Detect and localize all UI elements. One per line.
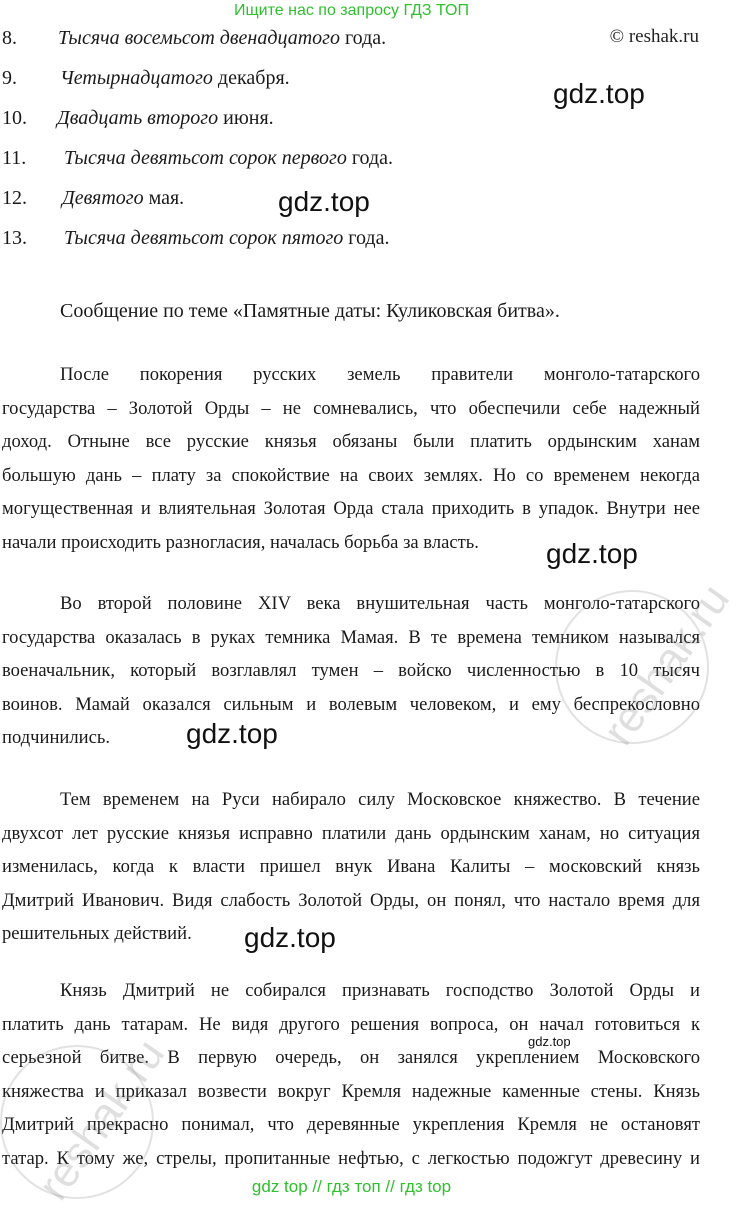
list-plain-text: года. [339, 27, 387, 49]
list-item [2, 226, 389, 250]
gdz-watermark: gdz.top [546, 538, 638, 569]
text-line: большую дань – плату за спокойствие на своих землях. Но со временем некогда [2, 464, 700, 486]
reshak-stamp-text: reshak.ru [28, 1030, 174, 1209]
list-plain-text: июня. [218, 107, 274, 129]
text-line: подчинились. [2, 727, 110, 748]
list-italic-text: Тысяча девятьсот сорок первого [64, 147, 347, 169]
text-line: решительных действий. [2, 923, 192, 944]
gdz-watermark-small: gdz.top [528, 1034, 571, 1049]
bottom-links[interactable]: gdz top // гдз топ // гдз top [251, 1177, 452, 1196]
list-number: 10. [2, 107, 27, 129]
list-item [2, 66, 290, 90]
text-line: воинов. Мамай оказался сильным и волевым человеком, и ему беспрекословно [2, 693, 700, 715]
text-line: Дмитрий прекрасно понимал, что деревянные укрепления Кремля не остановят [2, 1114, 700, 1135]
gdz-watermark: gdz.top [186, 718, 278, 749]
list-item [2, 186, 184, 210]
text-line: могущественная и влиятельная Золотая Орда стала приходить в упадок. Внутри нее [2, 498, 700, 519]
top-search-banner: Ищите нас по запросу ГДЗ ТОП [234, 2, 469, 19]
list-plain-text: мая. [143, 187, 185, 209]
list-item [2, 26, 386, 50]
list-number: 12. [2, 187, 27, 209]
list-number: 9. [2, 67, 17, 89]
text-line: Во второй половине XIV века внушительная часть монголо-татарского [60, 593, 700, 614]
list-plain-text: декабря. [212, 67, 290, 89]
section-heading: Сообщение по теме «Памятные даты: Куликовская битва». [60, 300, 560, 322]
list-italic-text: Тысяча восемьсот двенадцатого [58, 27, 340, 49]
list-plain-text: года. [343, 227, 390, 249]
text-line: После покорения русских земель правители монголо-татарского [60, 364, 700, 385]
text-line: военачальник, который возглавлял тумен – войско численностью в 10 тысяч [2, 660, 700, 681]
list-italic-text: Тысяча девятьсот сорок пятого [64, 227, 344, 249]
paragraph [2, 358, 700, 559]
text-line: изменилась, когда к власти пришел внук Ивана Калиты – московский князь [2, 856, 700, 877]
list-number: 13. [2, 227, 27, 249]
paragraph [2, 587, 700, 755]
text-line: княжества и приказал возвести вокруг Кремля надежные каменные стены. Князь [2, 1080, 700, 1102]
list-number: 8. [2, 27, 17, 49]
list-item [2, 146, 393, 170]
text-line: Дмитрий Иванович. Видя слабость Золотой Орды, он понял, что настало время для [2, 889, 700, 911]
list-italic-text: Двадцать второго [57, 107, 219, 129]
text-line: государства оказалась в руках темника Мамая. В те времена темником назывался [2, 626, 700, 648]
list-italic-text: Четырнадцатого [60, 67, 213, 89]
gdz-watermark: gdz.top [553, 78, 645, 109]
list-plain-text: года. [346, 147, 393, 169]
list-italic-text: Девятого [62, 187, 144, 209]
gdz-watermark: gdz.top [278, 186, 370, 217]
gdz-watermark: gdz.top [244, 922, 336, 953]
text-line: Тем временем на Руси набирало силу Московское княжество. В течение [60, 789, 700, 810]
paragraph [2, 783, 700, 951]
reshak-stamp-text: reshak.ru [593, 575, 739, 754]
text-line: двухсот лет русские князья исправно платили дань ордынским ханам, но ситуация [2, 822, 700, 844]
text-line: татар. К тому же, стрелы, пропитанные нефтью, с легкостью подожгут древесину и [2, 1147, 700, 1169]
text-line: доход. Отныне все русские князья обязаны были платить ордынским ханам [2, 431, 700, 452]
list-item [2, 106, 274, 130]
copyright-notice: © reshak.ru [609, 26, 699, 47]
text-line: серьезной битве. В первую очередь, он занялся укреплением Московского [2, 1047, 700, 1068]
text-line: Князь Дмитрий не собирался признавать господство Золотой Орды и [60, 980, 700, 1001]
text-line: начали происходить разногласия, началась борьба за власть. [2, 531, 479, 553]
text-line: государства – Золотой Орды – не сомневались, что обеспечили себе надежный [2, 397, 700, 419]
list-number: 11. [2, 147, 27, 169]
text-line: платить дань татарам. Не видя другого решения вопроса, он начал готовиться к [2, 1013, 700, 1035]
